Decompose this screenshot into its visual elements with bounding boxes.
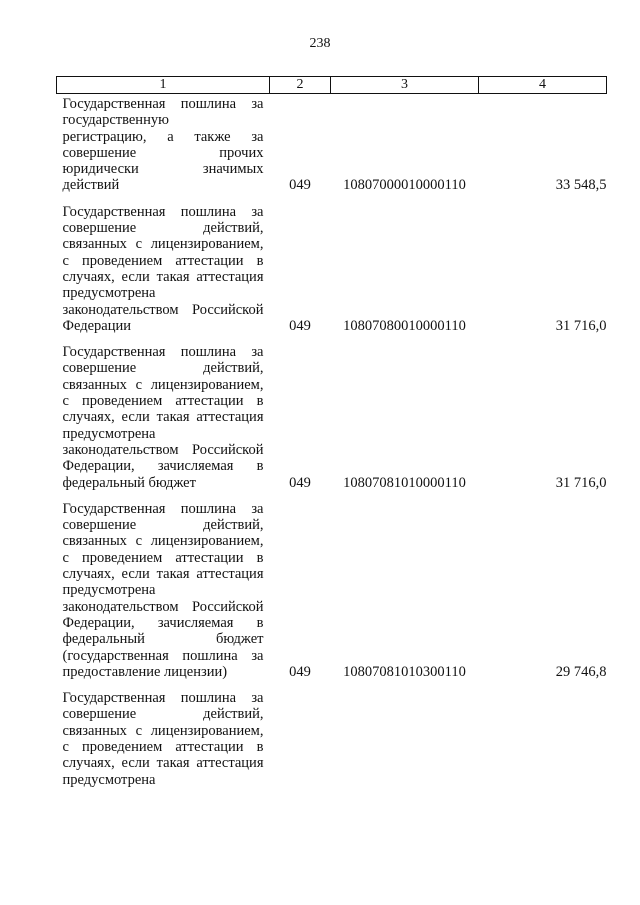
description-line: Федерации, зачисляемая в bbox=[62, 614, 264, 631]
row-amount: 31 716,0 bbox=[555, 474, 607, 491]
budget-table bbox=[56, 76, 607, 788]
description-line: предусмотрена bbox=[62, 425, 156, 442]
description-line: совершение действий, bbox=[62, 360, 264, 377]
description-line: с проведением аттестации в bbox=[62, 252, 264, 269]
row-admin-code: 049 bbox=[289, 317, 311, 334]
description-line: федеральный бюджет bbox=[62, 631, 264, 648]
row-admin-code: 049 bbox=[289, 474, 311, 491]
description-line: юридически значимых bbox=[62, 161, 264, 178]
description-line: совершение действий, bbox=[62, 220, 264, 237]
row-budget-code: 10807081010300110 bbox=[343, 663, 466, 680]
row-description bbox=[57, 680, 270, 788]
description-line: случаях, если такая аттестация bbox=[62, 409, 264, 426]
description-line: Государственная пошлина за bbox=[62, 96, 264, 112]
table-body bbox=[57, 94, 607, 788]
description-line: связанных с лицензированием, bbox=[62, 376, 264, 393]
description-line: законодательством Российской bbox=[62, 441, 264, 458]
description-line: федеральный бюджет bbox=[62, 474, 196, 491]
row-budget-code: 10807000010000110 bbox=[343, 177, 466, 194]
header-col-1: 1 bbox=[57, 77, 270, 94]
row-description bbox=[57, 194, 270, 334]
description-line: государственную bbox=[62, 112, 169, 129]
description-line: связанных с лицензированием, bbox=[62, 533, 264, 550]
description-line: действий bbox=[62, 177, 120, 194]
description-line: законодательством Российской bbox=[62, 598, 264, 615]
description-line: Федерации bbox=[62, 317, 131, 334]
description-line: с проведением аттестации в bbox=[62, 549, 264, 566]
description-line: Государственная пошлина за bbox=[62, 690, 264, 707]
description-line: с проведением аттестации в bbox=[62, 393, 264, 410]
table-row bbox=[57, 680, 607, 788]
header-col-2: 2 bbox=[270, 77, 331, 94]
row-description bbox=[57, 491, 270, 680]
description-line: предоставление лицензии) bbox=[62, 663, 228, 680]
table-row bbox=[57, 94, 607, 194]
table-header bbox=[57, 77, 607, 94]
description-line: (государственная пошлина за bbox=[62, 647, 264, 664]
row-admin-code: 049 bbox=[289, 177, 311, 194]
row-admin-code bbox=[270, 680, 331, 788]
row-admin-code: 049 bbox=[289, 663, 311, 680]
description-line: Государственная пошлина за bbox=[62, 344, 264, 361]
description-line: связанных с лицензированием, bbox=[62, 722, 264, 739]
row-amount bbox=[479, 680, 607, 788]
row-budget-code: 10807080010000110 bbox=[343, 317, 466, 334]
description-line: предусмотрена bbox=[62, 285, 156, 302]
row-budget-code: 10807081010000110 bbox=[343, 474, 466, 491]
row-amount: 31 716,0 bbox=[555, 317, 607, 334]
description-line: совершение прочих bbox=[62, 144, 264, 161]
row-description bbox=[57, 94, 270, 194]
header-col-4: 4 bbox=[479, 77, 607, 94]
description-line: предусмотрена bbox=[62, 771, 156, 788]
table-row bbox=[57, 334, 607, 491]
description-line: регистрацию, а также за bbox=[62, 128, 264, 145]
description-line: Федерации, зачисляемая в bbox=[62, 458, 264, 475]
description-line: случаях, если такая аттестация bbox=[62, 566, 264, 583]
description-line: Государственная пошлина за bbox=[62, 203, 264, 220]
row-budget-code bbox=[331, 680, 479, 788]
description-line: случаях, если такая аттестация bbox=[62, 755, 264, 772]
table-row bbox=[57, 491, 607, 680]
description-line: связанных с лицензированием, bbox=[62, 236, 264, 253]
description-line: предусмотрена bbox=[62, 582, 156, 599]
description-line: с проведением аттестации в bbox=[62, 738, 264, 755]
row-amount: 29 746,8 bbox=[555, 663, 607, 680]
description-line: совершение действий, bbox=[62, 706, 264, 723]
page-number: 238 bbox=[309, 36, 331, 51]
description-line: случаях, если такая аттестация bbox=[62, 268, 264, 285]
table-row bbox=[57, 194, 607, 334]
description-line: совершение действий, bbox=[62, 517, 264, 534]
row-description bbox=[57, 334, 270, 491]
row-amount: 33 548,5 bbox=[555, 177, 607, 194]
header-col-3: 3 bbox=[331, 77, 479, 94]
description-line: законодательством Российской bbox=[62, 301, 264, 318]
description-line: Государственная пошлина за bbox=[62, 500, 264, 517]
